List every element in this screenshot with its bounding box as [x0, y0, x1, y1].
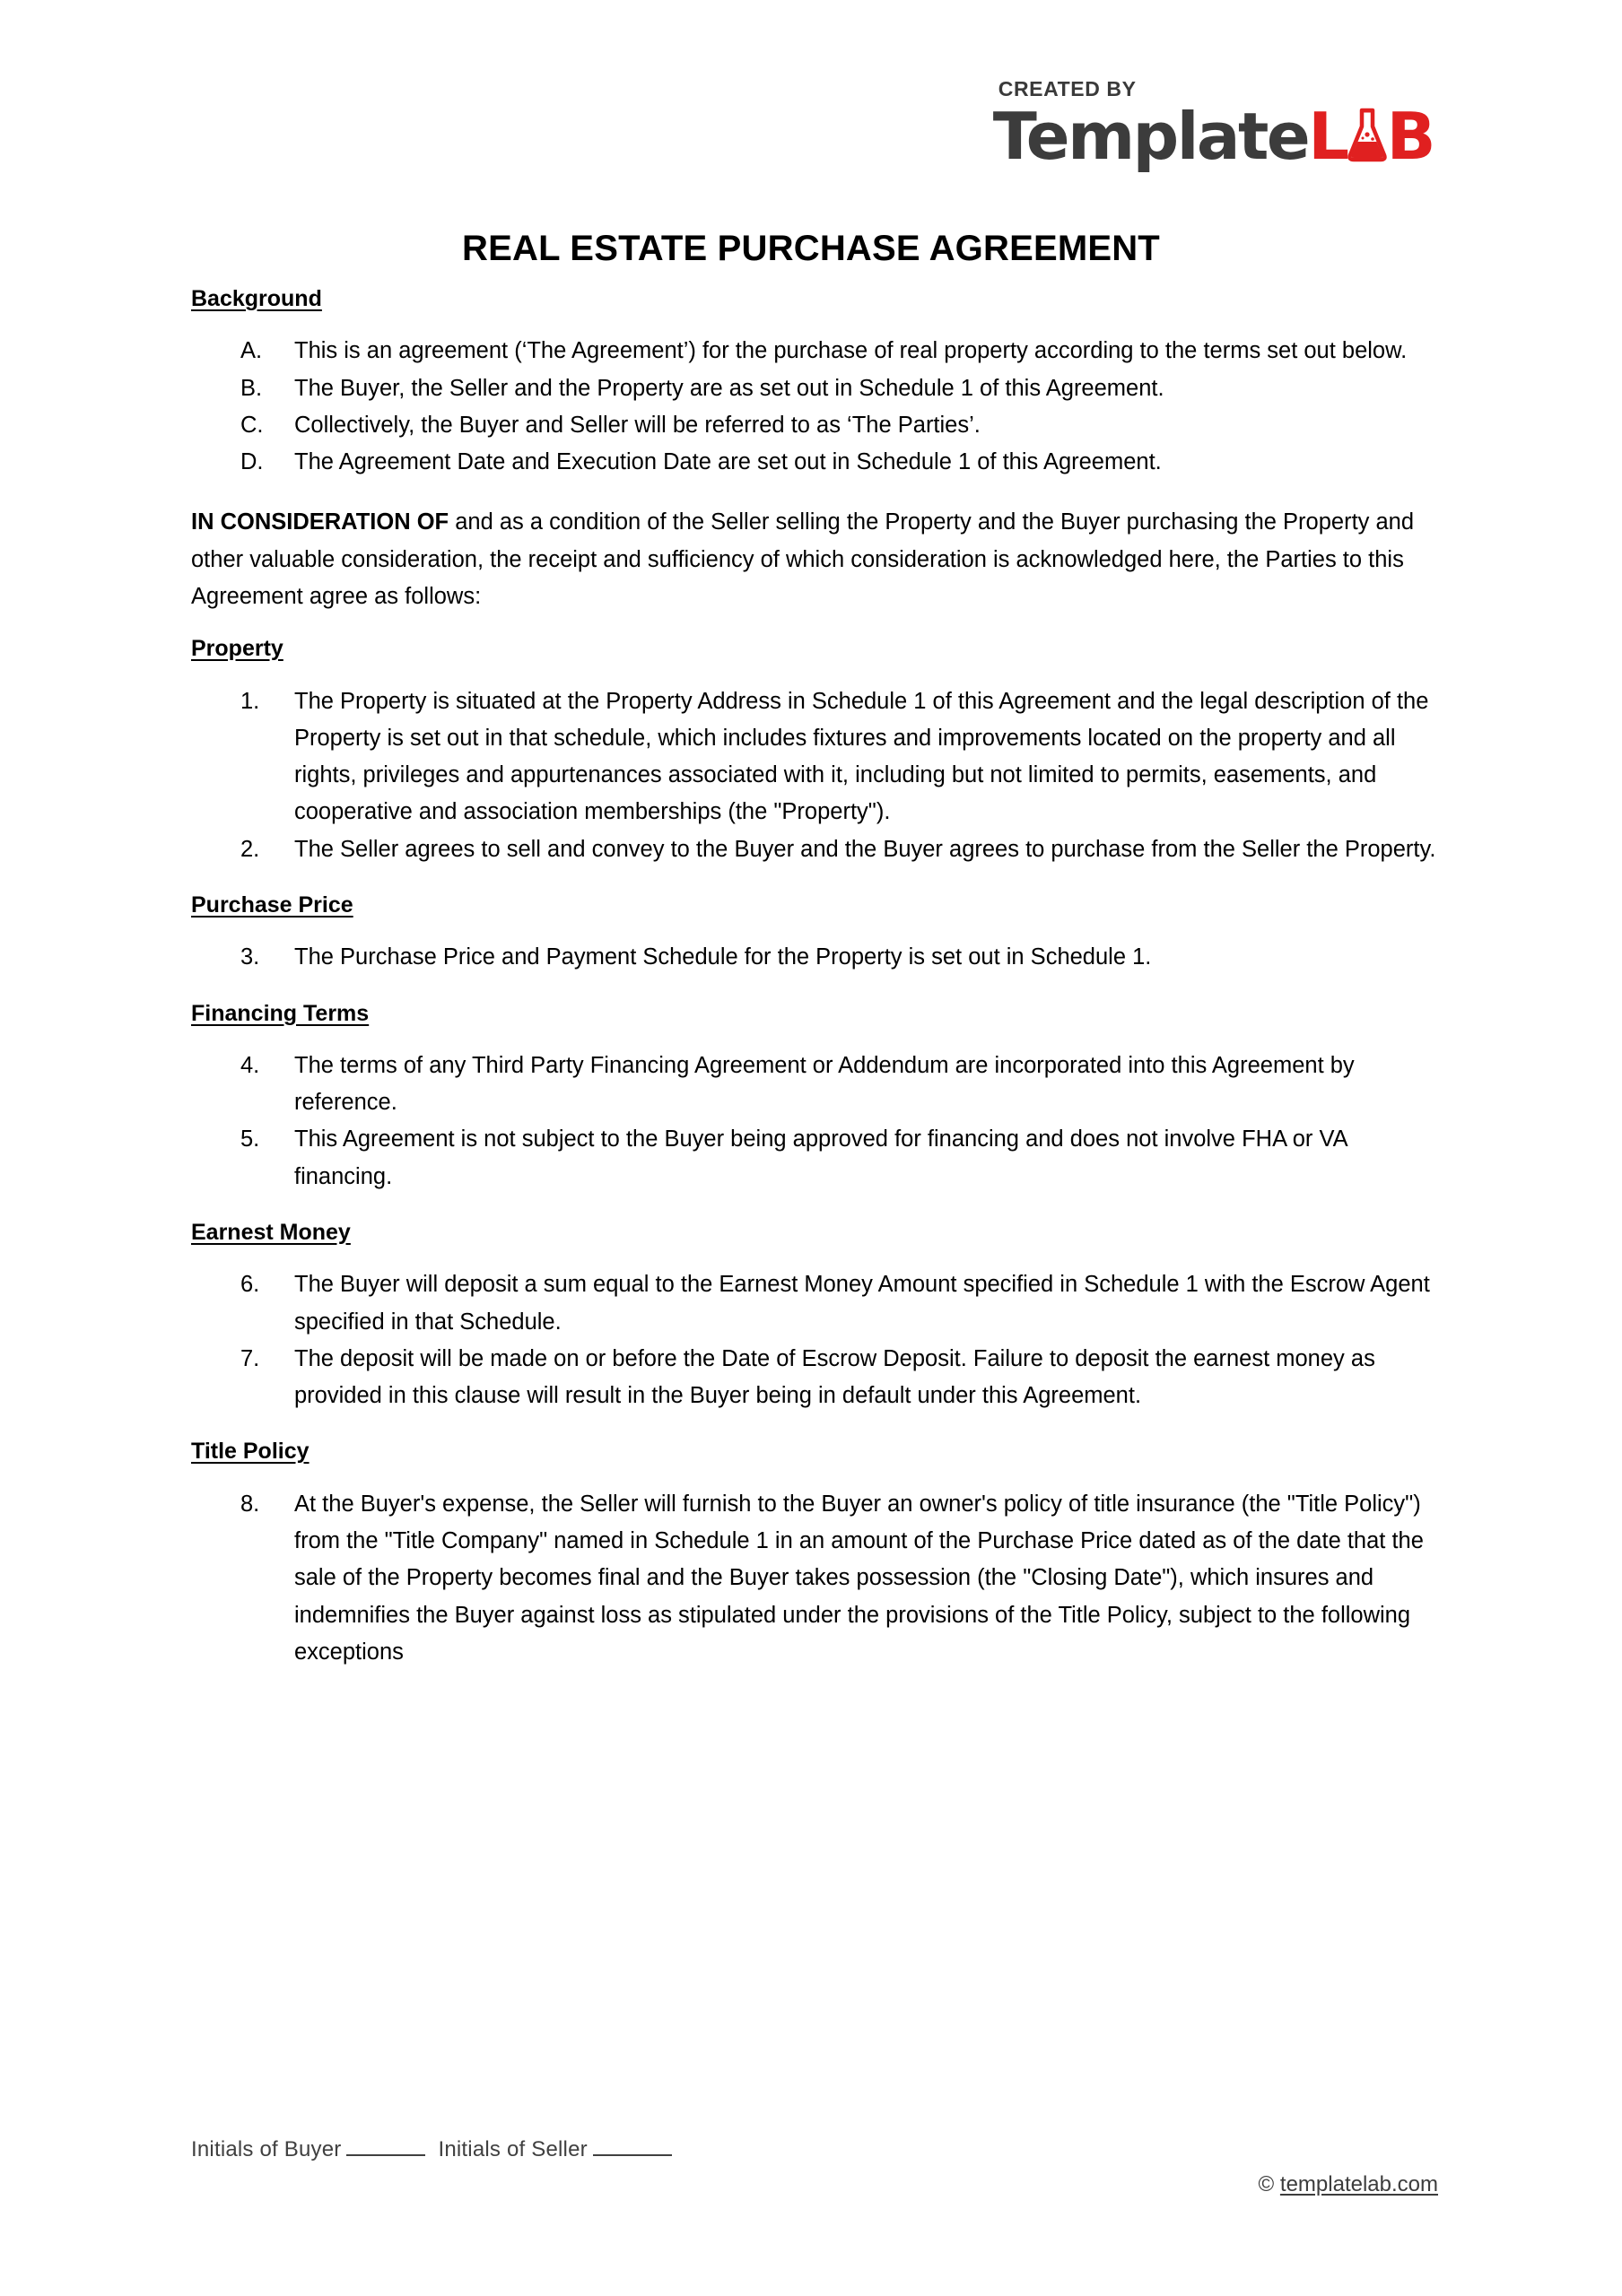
list-marker: A. — [240, 338, 263, 364]
list-item — [191, 831, 1438, 868]
list-item-text: The terms of any Third Party Financing Agreement or Addendum are incorporated into this Agreement by reference. — [294, 1052, 1355, 1116]
logo-template-text: Template — [992, 99, 1309, 174]
section-heading-title-policy: Title Policy — [191, 1439, 310, 1465]
list-marker: 4. — [240, 1052, 260, 1078]
section-heading-purchase-price: Purchase Price — [191, 892, 353, 918]
financing-terms-list — [191, 1048, 1438, 1196]
footer-copyright — [1259, 2172, 1438, 2197]
list-item — [191, 407, 1438, 444]
list-item — [191, 1121, 1438, 1196]
list-item — [191, 370, 1438, 407]
list-marker: 8. — [240, 1491, 260, 1517]
logo-wordmark — [992, 99, 1434, 174]
list-item — [191, 333, 1438, 370]
list-item — [191, 939, 1438, 976]
section-heading-earnest-money: Earnest Money — [191, 1220, 351, 1246]
page-title: REAL ESTATE PURCHASE AGREEMENT — [462, 228, 1160, 268]
list-marker: 6. — [240, 1272, 260, 1298]
list-item-text: This Agreement is not subject to the Buyer being approved for financing and does not involve FHA or VA financing. — [294, 1126, 1347, 1189]
list-item-text: This is an agreement (‘The Agreement’) for the purchase of real property according to the terms set out below. — [294, 338, 1408, 364]
section-heading-property: Property — [191, 636, 283, 662]
initials-seller-blank[interactable] — [593, 2136, 672, 2156]
section-heading-title-policy-wrap — [191, 1438, 1438, 1465]
initials-of-buyer-label: Initials of Buyer — [191, 2137, 342, 2161]
background-list — [191, 333, 1438, 481]
list-item — [191, 444, 1438, 481]
earnest-money-list — [191, 1266, 1438, 1414]
purchase-price-list — [191, 939, 1438, 976]
list-item-text: Collectively, the Buyer and Seller will be referred to as ‘The Parties’. — [294, 412, 981, 438]
list-item-text: The Buyer, the Seller and the Property are as set out in Schedule 1 of this Agreement. — [294, 375, 1164, 401]
property-list — [191, 683, 1438, 868]
list-item-text: The Seller agrees to sell and convey to the Buyer and the Buyer agrees to purchase from the Seller the Property. — [294, 836, 1436, 862]
logo-letter-b: B — [1386, 99, 1434, 174]
list-marker: 1. — [240, 688, 260, 714]
list-marker: 7. — [240, 1345, 260, 1371]
copyright-symbol: © — [1258, 2172, 1275, 2196]
section-heading-property-wrap — [191, 635, 1438, 663]
list-item-text: The Agreement Date and Execution Date are set out in Schedule 1 of this Agreement. — [294, 449, 1162, 475]
flask-icon — [1346, 107, 1389, 162]
list-item-text: The Purchase Price and Payment Schedule for the Property is set out in Schedule 1. — [294, 944, 1152, 970]
consideration-lead-bold: IN CONSIDERATION OF — [191, 509, 449, 535]
section-heading-financing-terms-wrap — [191, 1000, 1438, 1028]
list-item-text: The Buyer will deposit a sum equal to the Earnest Money Amount specified in Schedule 1 with the Escrow Agent specified in that Schedule. — [294, 1272, 1430, 1335]
list-item-text: The Property is situated at the Property Address in Schedule 1 of this Agreement and the legal description of the Property is set out in that schedule, which includes fixtures and improvements located on the property and all rights, privileges and appurtenances associated with it, including but not limited to permits, easements, and cooperative and association memberships (the "Property"). — [294, 688, 1429, 825]
list-marker: D. — [240, 449, 264, 475]
document-body — [191, 285, 1438, 1694]
templatelab-site-link[interactable]: templatelab.com — [1279, 2172, 1438, 2196]
list-marker: 2. — [240, 836, 260, 862]
templatelab-logo — [992, 77, 1434, 174]
initials-buyer-blank[interactable] — [346, 2136, 425, 2156]
logo-created-by-text: CREATED BY — [998, 77, 1137, 100]
section-heading-background-wrap — [191, 285, 1438, 313]
title-policy-list — [191, 1486, 1438, 1671]
logo-letter-l: L — [1308, 99, 1347, 174]
section-heading-purchase-price-wrap — [191, 891, 1438, 919]
section-heading-financing-terms: Financing Terms — [191, 1000, 370, 1026]
initials-of-seller-label: Initials of Seller — [438, 2137, 588, 2161]
list-item — [191, 1486, 1438, 1671]
list-item-text: At the Buyer's expense, the Seller will furnish to the Buyer an owner's policy of title insurance (the "Title Policy") from the "Title Company" named in Schedule 1 in an amount of the Purchase Price dated as of the date that the sale of the Property becomes final and the Buyer takes possession (the "Closing Date"), which insures and indemnifies the Buyer against loss as stipulated under the provisions of the Title Policy, subject to the following exceptions — [294, 1491, 1424, 1665]
list-marker: B. — [240, 375, 263, 401]
footer-initials-line — [191, 2136, 685, 2162]
list-marker: 5. — [240, 1126, 260, 1152]
consideration-paragraph — [191, 504, 1438, 615]
list-item — [191, 1266, 1438, 1341]
list-marker: C. — [240, 412, 264, 438]
list-item — [191, 1341, 1438, 1415]
list-item — [191, 683, 1438, 831]
list-item-text: The deposit will be made on or before the Date of Escrow Deposit. Failure to deposit the earnest money as provided in this clause will result in the Buyer being in default under this Agreement. — [294, 1345, 1375, 1409]
list-marker: 3. — [240, 944, 260, 970]
list-item — [191, 1048, 1438, 1122]
consideration-rest-text: and as a condition of the Seller selling the Property and the Buyer purchasing the Property and other valuable consideration, the receipt and sufficiency of which consideration is acknowledged here, the Parties to this Agreement agree as follows: — [191, 509, 1415, 610]
section-heading-earnest-money-wrap — [191, 1219, 1438, 1247]
section-heading-background: Background — [191, 286, 322, 311]
